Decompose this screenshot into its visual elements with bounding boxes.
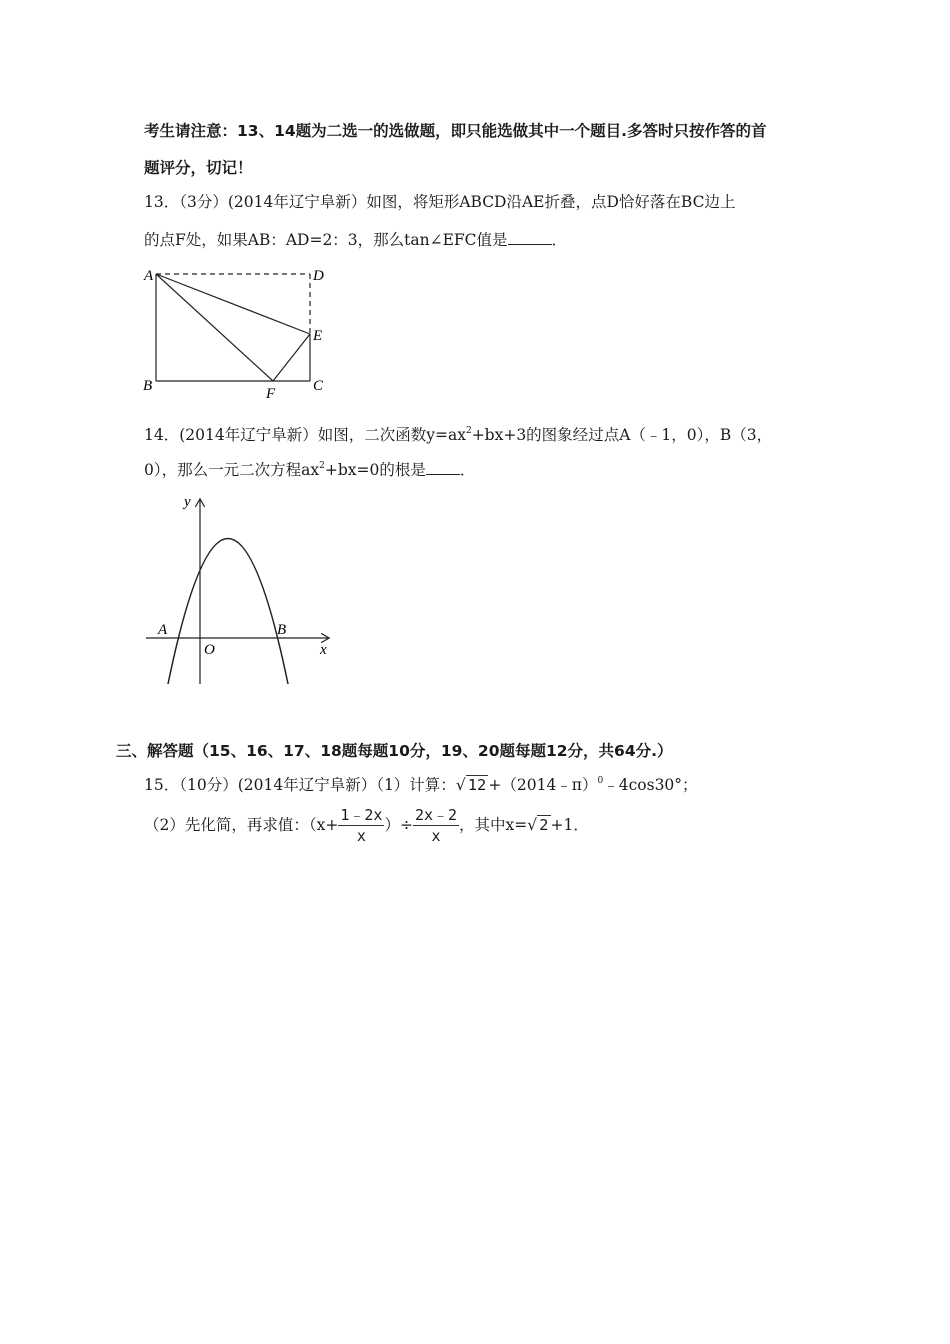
label-o: O — [204, 642, 215, 658]
q14-parabola-figure — [140, 488, 340, 688]
fraction-1-numerator: 1﹣2x — [340, 806, 383, 824]
fold-ae — [156, 274, 310, 334]
q15-part-1-c: ﹣4cos30°； — [603, 776, 698, 794]
label-e: E — [313, 328, 323, 344]
label-c: C — [313, 378, 324, 394]
segment-fe — [273, 334, 310, 381]
q15-part-2 — [144, 808, 589, 844]
fraction-2-denominator: x — [431, 827, 441, 845]
q15-exponent-0: 0 — [597, 776, 604, 786]
notice-line-1: 考生请注意：13、14题为二选一的选做题，即只能选做其中一个题目.多答时只按作答的首 — [144, 122, 767, 140]
q14-line-2-sup: 2 — [319, 461, 325, 471]
q15-part-2-b: ，其中x= — [459, 816, 528, 834]
q14-line-2-a: 0），那么一元二次方程ax — [144, 461, 320, 479]
section-3-title: 三、解答题（15、16、17、18题每题10分，19、20题每题12分，共64分.） — [116, 742, 673, 760]
q13-rectangle-figure — [140, 262, 340, 402]
sqrt-2-radicand: 2 — [539, 816, 549, 834]
q15-part-2-a: （2）先化简，再求值：（x+ — [144, 816, 339, 834]
q13-line-2-end: ． — [551, 231, 568, 249]
label-f: F — [266, 386, 276, 402]
label-y: y — [184, 494, 191, 510]
q13-answer-blank — [508, 243, 552, 245]
label-a: A — [144, 268, 154, 284]
q14-line-2-b: +bx=0的根是 — [324, 461, 426, 479]
q14-answer-blank — [426, 473, 460, 475]
q15-part-1-a: 15．（10分）(2014年辽宁阜新）（1）计算： — [144, 776, 456, 794]
fraction-1-denominator: x — [356, 827, 366, 845]
close-paren: ） — [384, 816, 400, 834]
q14-line-1-a: 14．(2014年辽宁阜新）如图，二次函数y=ax — [144, 426, 466, 444]
q13-line-2 — [144, 228, 567, 250]
q14-line-1-sup: 2 — [465, 426, 472, 436]
q15-part-2-c: +1． — [550, 816, 589, 834]
fraction-2 — [413, 808, 459, 844]
q15-part-1 — [144, 773, 698, 795]
sqrt-12-radicand: 12 — [467, 776, 487, 794]
q14-line-1-b: +bx+3的图象经过点A（﹣1，0），B（3， — [471, 426, 773, 444]
q14-line-2 — [144, 458, 475, 480]
label-d: D — [313, 268, 324, 284]
fraction-1 — [338, 808, 384, 844]
notice-line-2: 题评分，切记！ — [144, 159, 253, 177]
sqrt-12: √ 12 — [455, 776, 487, 794]
q13-line-1: 13．（3分）(2014年辽宁阜新）如图，将矩形ABCD沿AE折叠，点D恰好落在BC边上 — [144, 193, 736, 211]
rect-abcd — [156, 274, 310, 381]
label-b-point: B — [277, 622, 287, 638]
q15-part-1-b: +（2014﹣π） — [488, 776, 598, 794]
sqrt-2: √ 2 — [527, 816, 549, 834]
label-a-point: A — [158, 622, 168, 638]
q14-line-2-end: ． — [459, 461, 476, 479]
q14-line-1 — [144, 423, 772, 445]
label-b: B — [143, 378, 153, 394]
parabola-curve — [168, 539, 288, 685]
segment-af — [156, 274, 273, 381]
fraction-2-numerator: 2x﹣2 — [414, 806, 458, 824]
label-x: x — [320, 642, 327, 658]
q13-line-2-text: 的点F处，如果AB：AD=2：3，那么tan∠EFC值是 — [144, 231, 508, 249]
division-sign: ÷ — [399, 816, 413, 834]
